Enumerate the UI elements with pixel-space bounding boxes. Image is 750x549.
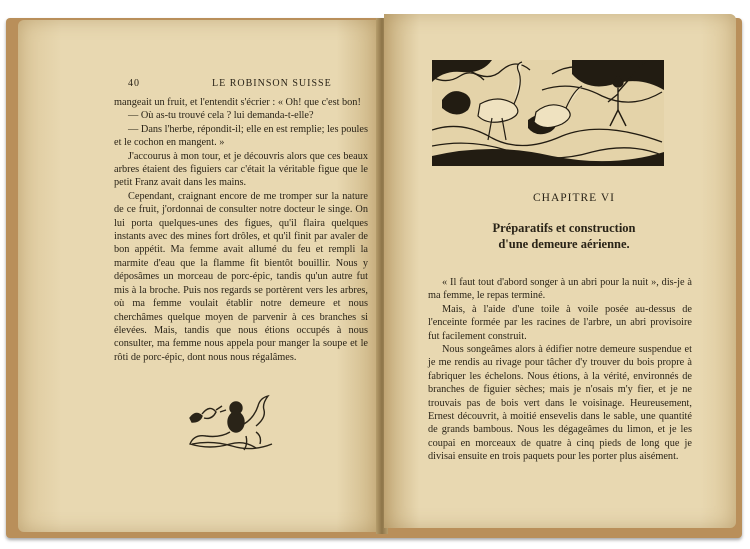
- book-title-header: LE ROBINSON SUISSE: [212, 78, 332, 89]
- paragraph: Cependant, craignant encore de me tromper sur la nature de ce fruit, j'ordonnai de consulter notre docteur le singe. On lui porta quelques-unes des figues, qu'il flaira quelques instants avec des mines fort drôles, et qu'il finit par avaler de bon appétit. Ma femme avait allumé du feu et rempli la marmite d'eau que la flamme fit bientôt bouillir. Nous y déposâmes un morceau de porc-épic, tandis qu'un autre fut mis à la broche. Puis nos regards se portèrent vers les arbres, où ma femme voulait établir notre demeure et nous cherchâmes quelque moyen de parvenir à ces branches si élevées. Mais, tandis que nous étions occupés à nous consulter, ma femme nous appela pour manger la soupe et le rôti de porc-épic, dont nous nous régalâmes.: [114, 190, 368, 363]
- left-page: [18, 20, 380, 532]
- chapter-headpiece-illustration: [432, 60, 664, 166]
- chapter-title: [444, 220, 684, 252]
- chapter-title-line: d'une demeure aérienne.: [498, 237, 630, 251]
- paragraph: mangeait un fruit, et l'entendit s'écrier : « Oh! que c'est bon!: [114, 97, 361, 108]
- chapter-title-line: Préparatifs et construction: [492, 221, 636, 235]
- paragraph: « Il faut tout d'abord songer à un abri pour la nuit », dis-je à ma femme, le repas terminé.: [428, 277, 692, 302]
- paragraph: — Dans l'herbe, répondit-il; elle en est remplie; les poules et le cochon en mangent. »: [114, 123, 368, 149]
- paragraph: J'accourus à mon tour, et je découvris alors que ces beaux arbres étaient des figuiers car c'était la véritable figue que le petit Franz avait dans les mains.: [114, 150, 368, 189]
- paragraph: Nous songeâmes alors à édifier notre demeure suspendue et je me rendis au rivage pour tâcher d'y trouver du bois propre à fabriquer les échelons. Nous étions, à la vérité, environnés de branches de figuier sèches; mais je n'osais m'y fier, et je ne trouvais pas de bois vert dans le voisinage. Heureusement, Ernest découvrit, à moitié ensevelis dans le sable, une quantité de grands bambous. Nous les dégageâmes du limon, et je les coupai en morceaux de quatre à cinq pieds de long que je divisai ensuite en trois paquets pour les porter plus aisément.: [428, 344, 692, 463]
- right-page-text: [428, 276, 692, 464]
- open-book: [6, 8, 746, 540]
- left-page-text: [114, 96, 368, 364]
- monkey-birds-vignette: [186, 392, 278, 454]
- paragraph: — Où as-tu trouvé cela ? lui demanda-t-elle?: [128, 110, 314, 122]
- page-number: 40: [128, 78, 140, 89]
- right-page: [384, 14, 736, 528]
- paragraph: Mais, à l'aide d'une toile à voile posée au-dessus de l'enceinte formée par les racines de l'arbre, un abri provisoire fut facilement construit.: [428, 303, 692, 342]
- chapter-number: CHAPITRE VI: [532, 192, 616, 204]
